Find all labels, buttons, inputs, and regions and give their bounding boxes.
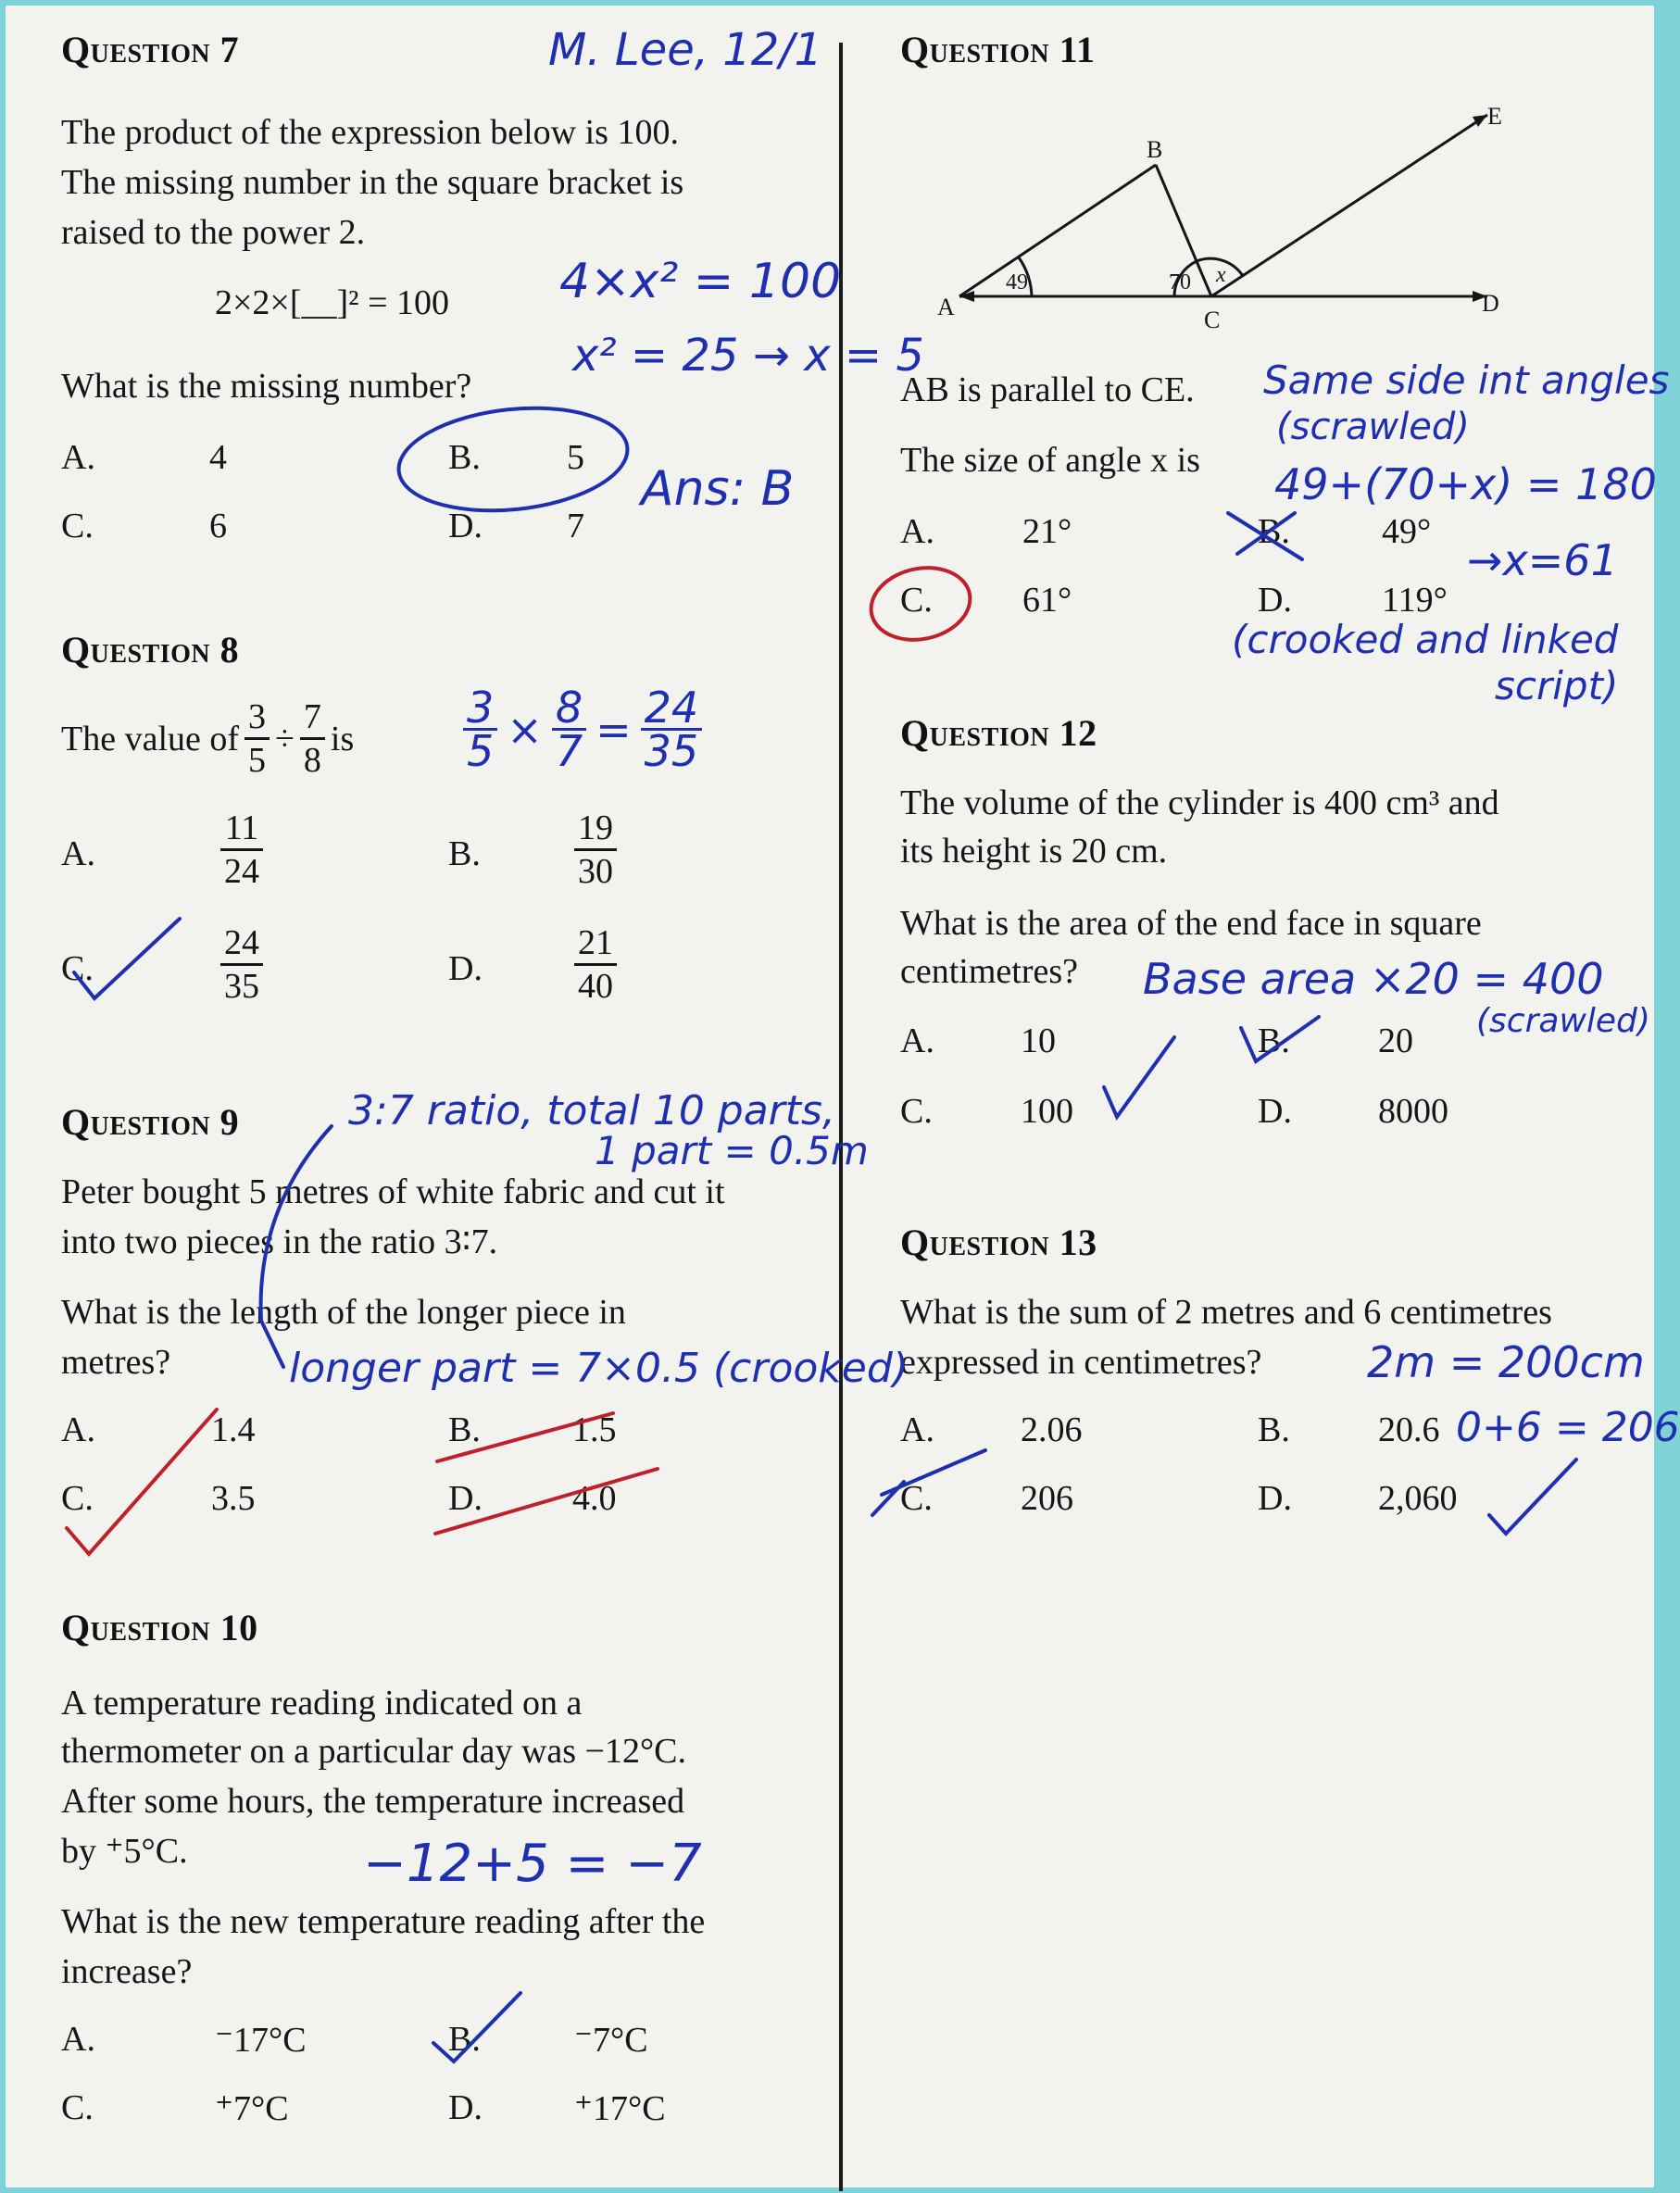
q13-checkmark	[872, 1450, 985, 1515]
q8-option-b-letter: B.	[448, 834, 481, 873]
q13-line2: expressed in centimetres?	[900, 1343, 1262, 1382]
q11-option-c-letter: C.	[900, 581, 933, 620]
q8-prompt-pre: The value of	[61, 719, 240, 758]
q9-option-d-value: 4.0	[572, 1479, 617, 1518]
q7-working-2: x² = 25 → x = 5	[572, 330, 924, 382]
q9-option-c-value: 3.5	[211, 1479, 256, 1518]
q11-note-3: 49+(70+x) = 180	[1274, 459, 1657, 509]
q12-option-d-value: 8000	[1378, 1092, 1448, 1131]
q9-bracket-mark	[261, 1126, 332, 1367]
q13-note-1: 2m = 200cm	[1367, 1337, 1645, 1387]
q12-option-a-value: 10	[1021, 1021, 1056, 1060]
q10-option-d-value: ⁺17°C	[574, 2089, 666, 2128]
q10-option-c-letter: C.	[61, 2088, 94, 2127]
q7-line1: The product of the expression below is 100.	[61, 113, 679, 152]
q12-note-1: Base area ×20 = 400	[1143, 954, 1604, 1004]
q12-line4: centimetres?	[900, 952, 1079, 991]
q8-option-c-value: $\frac{24}{35}$	[220, 922, 263, 1007]
q13-option-c-letter: C.	[900, 1479, 933, 1518]
q12-line2: its height is 20 cm.	[900, 832, 1168, 871]
q9-note-3: longer part = 7×0.5 (crooked)	[289, 1345, 909, 1392]
q12-line3: What is the area of the end face in square	[900, 904, 1482, 943]
q12-checkmark-b	[1241, 1017, 1319, 1061]
worksheet-page	[6, 6, 1680, 2187]
q9-strike-b	[437, 1413, 613, 1461]
q10-line4: by ⁺5°C.	[61, 1832, 188, 1871]
q11-label-c: C	[1204, 307, 1221, 333]
q8-option-a-value: $\frac{11}{24}$	[220, 808, 263, 892]
q8-prompt-post: is	[330, 719, 355, 758]
q11-label-a: A	[937, 294, 955, 320]
student-name-annotation: M. Lee, 12/1	[548, 24, 823, 76]
q9-option-a-letter: A.	[61, 1410, 95, 1449]
q11-line1: AB is parallel to CE.	[900, 370, 1195, 409]
q11-note-6: script)	[1495, 663, 1619, 708]
q8-option-d-letter: D.	[448, 949, 483, 988]
q11-cross-out	[1228, 513, 1302, 559]
q13-option-d-letter: D.	[1258, 1479, 1292, 1518]
q10-heading: Question 10	[61, 1607, 258, 1648]
q8-fraction-2: $\frac{7}{8}$	[300, 696, 325, 781]
q11-angle-70: 70	[1169, 270, 1191, 294]
q11-option-a-letter: A.	[900, 512, 934, 551]
q8-option-a-letter: A.	[61, 834, 95, 873]
q7-answer-note: Ans: B	[641, 461, 795, 517]
q7-option-b-letter: B.	[448, 438, 481, 477]
q7-line2: The missing number in the square bracket is	[61, 163, 684, 202]
q11-option-a-value: 21°	[1022, 512, 1072, 551]
q10-working: −12+5 = −7	[363, 1834, 702, 1894]
q10-option-b-value: ⁻7°C	[574, 2021, 648, 2060]
q7-prompt: What is the missing number?	[61, 367, 472, 406]
q13-option-a-value: 2.06	[1021, 1410, 1083, 1449]
q11-label-b: B	[1147, 136, 1163, 163]
q7-option-d-value: 7	[567, 507, 584, 545]
q9-option-b-value: 1.5	[572, 1410, 617, 1449]
q12-heading: Question 12	[900, 712, 1097, 754]
q8-fraction-1: $\frac{3}{5}$	[244, 696, 270, 781]
q9-line1: Peter bought 5 metres of white fabric and cut it	[61, 1172, 725, 1211]
q8-option-c-letter: C.	[61, 949, 94, 988]
q11-note-2: (scrawled)	[1276, 406, 1470, 448]
q11-heading: Question 11	[900, 29, 1096, 70]
q13-option-a-letter: A.	[900, 1410, 934, 1449]
q11-answer-circle	[864, 559, 976, 649]
q8-working: $\frac{3}{5}$ × $\frac{8}{7}$ = $\frac{24}{35}$	[463, 687, 702, 771]
pen-marks-overlay	[6, 6, 1654, 2187]
q10-option-a-value: ⁻17°C	[215, 2021, 307, 2060]
q12-note-2: (scrawled)	[1476, 1002, 1650, 1040]
q10-option-a-letter: A.	[61, 2020, 95, 2059]
q12-option-a-letter: A.	[900, 1021, 934, 1060]
q11-note-4: →x=61	[1467, 535, 1618, 585]
q11-label-d: D	[1482, 290, 1499, 317]
q7-answer-circle	[394, 397, 633, 520]
q7-option-c-letter: C.	[61, 507, 94, 545]
q10-option-d-letter: D.	[448, 2088, 483, 2127]
q10-line5: What is the new temperature reading after the	[61, 1902, 706, 1941]
q8-heading: Question 8	[61, 629, 240, 670]
q9-option-d-letter: D.	[448, 1479, 483, 1518]
q13-option-b-letter: B.	[1258, 1410, 1290, 1449]
q7-working-1: 4×x² = 100	[559, 254, 842, 309]
q13-option-c-value: 206	[1021, 1479, 1073, 1518]
q11-option-b-value: 49°	[1382, 512, 1432, 551]
q12-checkmark-c	[1104, 1037, 1174, 1117]
q10-line3: After some hours, the temperature increased	[61, 1782, 685, 1821]
q10-line6: increase?	[61, 1952, 193, 1991]
q9-line2: into two pieces in the ratio 3∶7.	[61, 1222, 498, 1261]
q11-line2: The size of angle x is	[900, 441, 1200, 480]
q13-line1: What is the sum of 2 metres and 6 centimetres	[900, 1293, 1552, 1332]
q13-option-b-value: 20.6	[1378, 1410, 1440, 1449]
q9-option-a-value: 1.4	[211, 1410, 256, 1449]
q13-option-d-value: 2,060	[1378, 1479, 1458, 1518]
q12-line1: The volume of the cylinder is 400 cm³ and	[900, 783, 1499, 822]
q8-checkmark	[74, 919, 180, 998]
q7-option-d-letter: D.	[448, 507, 483, 545]
q9-note-2: 1 part = 0.5m	[595, 1128, 869, 1173]
q10-line1: A temperature reading indicated on a	[61, 1684, 583, 1723]
q8-divide-sign: ÷	[275, 719, 295, 758]
q9-line4: metres?	[61, 1343, 171, 1382]
q10-option-c-value: ⁺7°C	[215, 2089, 289, 2128]
q7-option-a-letter: A.	[61, 438, 95, 477]
q12-option-c-value: 100	[1021, 1092, 1073, 1131]
q8-option-b-value: $\frac{19}{30}$	[574, 808, 617, 892]
q9-heading: Question 9	[61, 1101, 240, 1143]
q13-heading: Question 13	[900, 1222, 1097, 1263]
q12-option-b-value: 20	[1378, 1021, 1413, 1060]
q11-angle-x: x	[1216, 263, 1226, 287]
q13-note-2: 0+6 = 206	[1456, 1404, 1680, 1451]
q12-option-c-letter: C.	[900, 1092, 933, 1131]
q9-note-1: 3:7 ratio, total 10 parts,	[348, 1087, 835, 1134]
q11-note-5: (crooked and linked	[1232, 617, 1619, 662]
q7-option-c-value: 6	[209, 507, 227, 545]
q11-note-1: Same side int angles	[1263, 357, 1670, 403]
q9-line3: What is the length of the longer piece in	[61, 1293, 626, 1332]
q8-option-d-value: $\frac{21}{40}$	[574, 922, 617, 1007]
q10-line2: thermometer on a particular day was −12°C.	[61, 1732, 687, 1771]
q13-checkmark-d	[1489, 1460, 1576, 1534]
q10-option-b-letter: B.	[448, 2020, 481, 2059]
q11-option-d-value: 119°	[1382, 581, 1448, 620]
q11-option-b-letter: B.	[1258, 512, 1290, 551]
q7-option-b-value: 5	[567, 438, 584, 477]
q11-label-e: E	[1487, 103, 1502, 130]
q11-option-d-letter: D.	[1258, 581, 1292, 620]
q7-expression: 2×2×[__]² = 100	[215, 283, 449, 322]
q9-checkmark	[67, 1410, 217, 1554]
q9-strike-d	[435, 1469, 658, 1534]
q9-option-b-letter: B.	[448, 1410, 481, 1449]
q7-option-a-value: 4	[209, 438, 227, 477]
q7-line3: raised to the power 2.	[61, 213, 366, 252]
q12-option-b-letter: B.	[1258, 1021, 1290, 1060]
q7-heading: Question 7	[61, 29, 240, 70]
q11-option-c-value: 61°	[1022, 581, 1072, 620]
q9-option-c-letter: C.	[61, 1479, 94, 1518]
q12-option-d-letter: D.	[1258, 1092, 1292, 1131]
q11-angle-49: 49	[1006, 270, 1028, 294]
q10-checkmark	[433, 1993, 520, 2061]
